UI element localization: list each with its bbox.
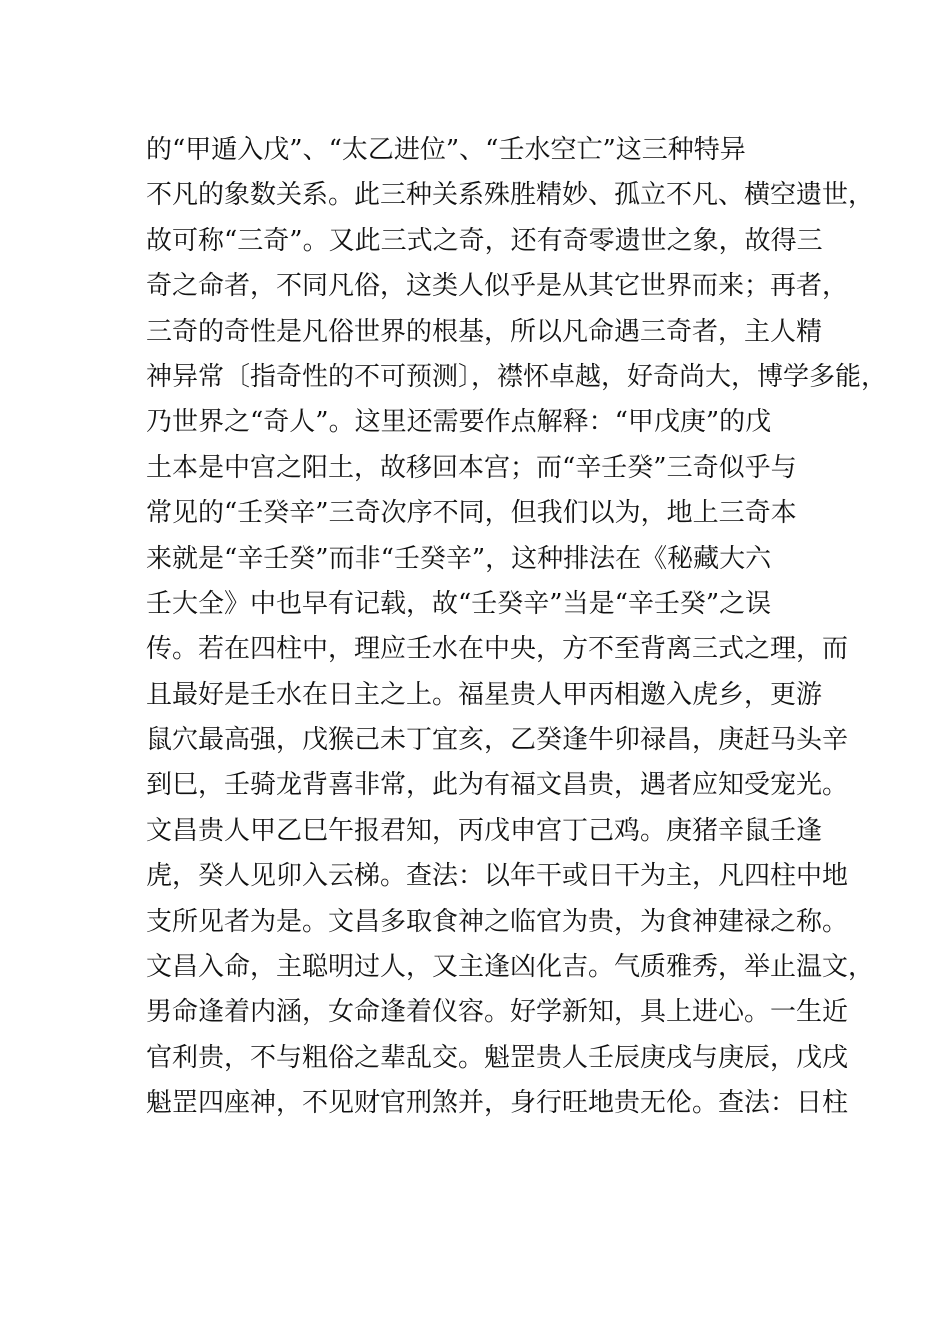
text-line: 常见的“壬癸辛”三奇次序不同，但我们以为，地上三奇本 [146,498,797,529]
text-line: 神异常〔指奇性的不可预测〕，襟怀卓越，好奇尚大，博学多能， [146,361,888,392]
body-text [146,128,888,1127]
text-line: 土本是中宫之阳土，故移回本宫；而“辛壬癸”三奇似乎与 [146,452,797,483]
text-line: 来就是“辛壬癸”而非“壬癸辛”，这种排法在《秘藏大六 [146,543,772,574]
text-line: 支所见者为是。文昌多取食神之临官为贵，为食神建禄之称。 [146,906,849,937]
text-line: 乃世界之“奇人”。这里还需要作点解释：“甲戊庚”的戊 [146,407,772,438]
text-line: 奇之命者，不同凡俗，这类人似乎是从其它世界而来；再者， [146,271,849,302]
text-line: 三奇的奇性是凡俗世界的根基，所以凡命遇三奇者，主人精 [146,316,823,347]
text-line: 魁罡四座神，不见财官刑煞并，身行旺地贵无伦。查法：日柱 [146,1088,849,1119]
text-line: 壬大全》中也早有记载，故“壬癸辛”当是“辛壬癸”之误 [146,588,772,619]
text-line: 故可称“三奇”。又此三式之奇，还有奇零遗世之象，故得三 [146,225,823,256]
text-line: 虎，癸人见卯入云梯。查法：以年干或日干为主，凡四柱中地 [146,861,849,892]
text-line: 文昌贵人甲乙巳午报君知，丙戊申宫丁己鸡。庚猪辛鼠壬逢 [146,815,823,846]
text-line: 不凡的象数关系。此三种关系殊胜精妙、孤立不凡、横空遗世， [146,180,875,211]
text-line: 到巳，壬骑龙背喜非常，此为有福文昌贵，遇者应知受宠光。 [146,770,849,801]
text-line: 官利贵，不与粗俗之辈乱交。魁罡贵人壬辰庚戌与庚辰，戊戌 [146,1042,849,1073]
text-line: 且最好是壬水在日主之上。福星贵人甲丙相邀入虎乡，更游 [146,679,823,710]
text-line: 的“甲遁入戊”、“太乙进位”、“壬水空亡”这三种特异 [146,135,746,165]
text-line: 文昌入命，主聪明过人，又主逢凶化吉。气质雅秀，举止温文， [146,952,875,983]
text-line: 传。若在四柱中，理应壬水在中央，方不至背离三式之理，而 [146,634,849,665]
text-line: 男命逢着内涵，女命逢着仪容。好学新知，具上进心。一生近 [146,997,849,1028]
text-line: 鼠穴最高强，戊猴己未丁宜亥，乙癸逢牛卯禄昌，庚赶马头辛 [146,725,849,756]
